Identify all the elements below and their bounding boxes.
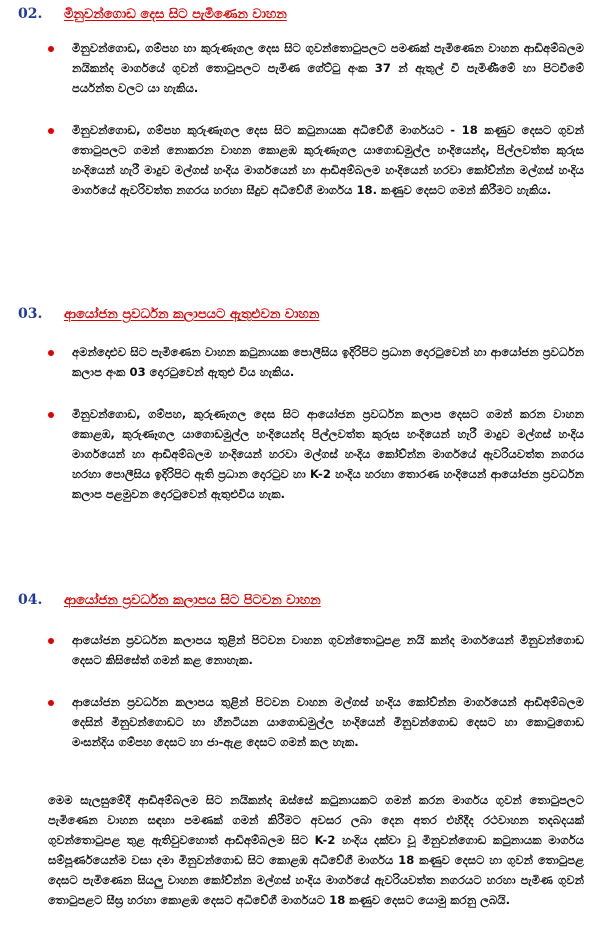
bullet-dot-icon xyxy=(48,350,54,356)
bullet-dot-icon xyxy=(48,412,54,418)
section-title: ආයෝජන ප්‍රවර්ධන කලාපයට ඇතුළුවන වාහන xyxy=(64,307,320,322)
list-item-text: ආයෝජන ප්‍රවර්ධන කලාපය තුළින් පිටවන වාහන මල්ගස් හංදිය කෝව්න්න මාර්ගයෙන් ආඩිඅම්බලම දෙසින් මිනුවන්ගොඩට හා හීනටියන යාගොඩමුල්ල හංදියෙන් මිනුවන්ගොඩ දෙසට හා කොටුගොඩ මංසන්දිය ගම්පහ දෙසට හා ජා-ඇළ දෙසට ගමන් කල හැක. xyxy=(72,695,584,749)
list-item xyxy=(48,38,584,98)
section-number: 03. xyxy=(18,306,43,322)
closing-paragraph: මෙම සැලසුමේදී ආඩිඅම්බලම සිට නයිකන්ද ඔස්සේ කටුනායකට ගමන් කරන මාර්ගය ගුවන් තොටුපලට පැමිණෙන වාහන සඳහා පමණක් ගමන් කිරීමට අවසර ලබා දෙන අතර එහිදීද රථවාහන තදබදයක් ගුවන්තොටුපළ තුළ ඇතිවුවහොත් ආඩිඅම්බලම සිට K-2 හංදිය දක්වා වූ මිනුවන්ගොඩ කටුනායක මාර්ගය සම්පූර්ණයෙන්ම වසා දමා මිනුවන්ගොඩ සිට කොළඹ අධිවේගී මාර්ගය 18 කණුව දෙසට හා ගුවන් තොටුපළ දෙසට පැමිණෙන සියලු වාහන කෝව්න්න මල්ගස් හංදිය මාර්ගයේ ඇවරියවත්ත නගරයට හරහා පැමිණ ගුවන් තොටුපළට සීඝ්‍ර හරහා කොළඹ දෙසට අධිවේගී මාර්ගයට 18 කණුව දෙසට යොමු කරනු ලබයි. xyxy=(48,793,584,907)
bullet-dot-icon xyxy=(48,638,54,644)
list-item xyxy=(48,630,584,670)
section-heading-03 xyxy=(18,306,319,322)
section-02-bullets xyxy=(48,38,584,200)
section-number: 04. xyxy=(18,592,43,608)
section-04-bullets xyxy=(48,630,584,752)
section-title: ආයෝජන ප්‍රවර්ධන කලාපය සිට පිටවන වාහන xyxy=(64,593,321,608)
list-item xyxy=(48,692,584,752)
list-item-text: මිනුවන්ගොඩ, ගම්පහ කුරුණෑගල දෙස සිට කටුනායක අධිවේගී මාර්ගයට - 18 කණුව දෙසට ගුවන් තොටුපලට ගමන් නොකරන වාහන කොළඹ කුරුණෑගල යාගොඩමුල්ල හංදියෙන්ද, පිල්ලවත්ත කුරුස හංදියෙන් හැරී මාදුව මල්ගස් හංදිය මාර්ගයෙන් හා ආඩිඅම්බලම හංදියෙන් හරවා කෝව්න්න මල්ගස් හංදිය මාර්ගයේ ඇවරිවත්ත නගරය හරහා සීදුව අධිවේගී මාර්ගය 18. කණුව දෙසට ගමන් කිරීමට හැකිය. xyxy=(72,123,584,197)
bullet-dot-icon xyxy=(48,46,54,52)
list-item-text: අමන්දොළුව සිට පැමිණෙන වාහන කටුනායක පොලීසිය ඉදිරිපිට ප්‍රධාන දොරටුවෙන් හා ආයෝජන ප්‍රවර්ධන කලාප අංක 03 දොරටුවෙන් ඇතුළු විය හැකිය. xyxy=(72,345,584,379)
section-03-bullets xyxy=(48,342,584,504)
list-item xyxy=(48,404,584,504)
bullet-dot-icon xyxy=(48,128,54,134)
bullet-dot-icon xyxy=(48,700,54,706)
list-item-text: ආයෝජන ප්‍රවර්ධන කලාපය තුළින් පිටවන වාහන ගුවන්තොටුපළ නයි කන්ද මාර්ගයෙන් මිනුවන්ගොඩ දෙසට කිසිසේත් ගමන් කළ නොහැක. xyxy=(72,633,584,667)
list-item xyxy=(48,120,584,200)
list-item-text: මිනුවන්ගොඩ, ගම්පහ හා කුරුණෑගල දෙස සිට ගුවන්තොටුපලට පමණක් පැමිණෙන වාහන ආඩිඅම්බලම නයිකන්ද මාර්ගයේ ගුවන් තොටුපලට පැමිණ ගේට්ටු අංක 37 න් ඇතුල් වී පැමිණීමේ හා පිටවීමේ පර්යන්ත වලට යා හැකිය. xyxy=(72,41,584,95)
section-heading-02 xyxy=(18,6,287,22)
section-title: මිනුවන්ගොඩ දෙස සිට පැමිණෙන වාහන xyxy=(64,7,287,22)
list-item-text: මිනුවන්ගොඩ, ගම්පහ, කුරුණෑගල දෙස සිට ආයෝජන ප්‍රවර්ධන කලාප දෙසට ගමන් කරන වාහන කොළඹ, කුරුණෑගල යාගොඩමුල්ල හංදියෙන්ද පිල්ලවත්ත කුරුස හංදියෙන් හැරී මාදුව මල්ගස් හංදිය මාර්ගයෙන් හා ආඩිඅම්බලම හංදියෙන් හරවා මල්ගස් හංදිය කෝව්න්න මාර්ගයේ ඇවරියවත්ත නගරය හරහා පොලීසිය ඉදිරිපිට ඇති ප්‍රධාන දොරටුව හා K-2 හංදිය හරහා තොරණ හංදියෙන් ආයෝජන ප්‍රවර්ධන කලාප පළමුවන දොරටුවෙන් ඇතුළුවිය හැක. xyxy=(72,407,584,501)
section-heading-04 xyxy=(18,592,321,608)
section-number: 02. xyxy=(18,6,43,22)
list-item xyxy=(48,342,584,382)
